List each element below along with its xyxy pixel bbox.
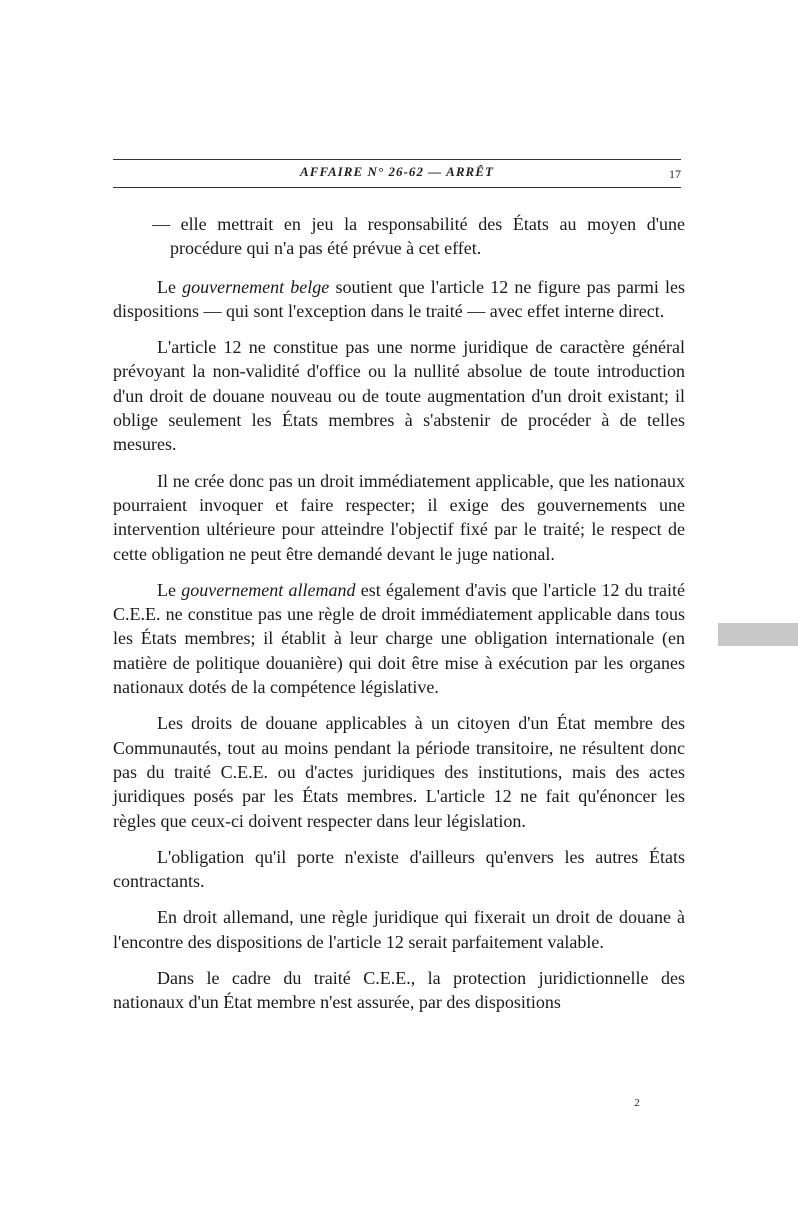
page-number: 17: [669, 167, 681, 181]
text-segment: Le: [157, 579, 182, 600]
margin-gray-tab: [718, 623, 798, 646]
paragraph-belgian-government: [113, 275, 685, 324]
signature-mark: 2: [634, 1097, 640, 1109]
paragraph-customs-duties: Les droits de douane applicables à un citoyen d'un État membre des Communautés, tout au moins pendant la période transitoire, ne résultent donc pas du traité C.E.E. ou d'actes juridiques des institutions, mais des actes juridiques posés par les États membres. L'article 12 ne fait qu'énoncer les règles que ceux-ci doivent respecter dans leur législation.: [113, 713, 685, 831]
paragraph-german-law: En droit allemand, une règle juridique qui fixerait un droit de douane à l'encontre des dispositions de l'article 12 serait parfaitement valable.: [113, 907, 685, 952]
paragraph-no-immediate-right: Il ne crée donc pas un droit immédiatement applicable, que les nationaux pourraient invoquer et faire respecter; il exige des gouvernements une intervention ultérieure pour atteindre l'objectif fixé par le traité; le respect de cette obligation ne peut être demandé devant le juge national.: [113, 470, 685, 564]
paragraph-dash-item: — elle mettrait en jeu la responsabilité des États au moyen d'une procédure qui n'a pas été prévue à cet effet.: [152, 214, 685, 259]
header-rule-bottom: [113, 187, 681, 188]
emphasis-belgian-government: gouvernement belge: [182, 276, 330, 297]
paragraph-german-government: [113, 578, 685, 699]
text-segment: Le: [157, 276, 183, 297]
body-text: [113, 212, 685, 1027]
text-segment: est également d'avis que l'article 12 du traité C.E.E. ne constitue pas une règle de droit immédiatement applicable dans tous les États membres; il établit à leur charge une obligation internationale (en matière de politique douanière) qui doit être mise à exécution par les organes nationaux dotés de la compétence législative.: [113, 579, 686, 698]
paragraph-obligation: L'obligation qu'il porte n'existe d'ailleurs qu'envers les autres États contractants.: [113, 846, 685, 892]
paragraph-article-12-norm: L'article 12 ne constitue pas une norme juridique de caractère général prévoyant la non-validité d'office ou la nullité absolue de toute introduction d'un droit de douane nouveau ou de toute augmentation d'un droit existant; il oblige seulement les États membres à s'abstenir de procéder à de telles mesures.: [113, 337, 685, 455]
text-segment: soutient que l'article 12 ne figure pas parmi les dispositions — qui sont l'exception dans le traité — avec effet interne direct.: [113, 276, 686, 321]
running-head: AFFAIRE N° 26-62 — ARRÊT: [300, 164, 494, 179]
header-rule-top: [113, 159, 681, 160]
emphasis-german-government: gouvernement allemand: [181, 579, 356, 600]
paragraph-judicial-protection: Dans le cadre du traité C.E.E., la protection juridictionnelle des nationaux d'un État membre n'est assurée, par des dispositions: [113, 968, 685, 1013]
